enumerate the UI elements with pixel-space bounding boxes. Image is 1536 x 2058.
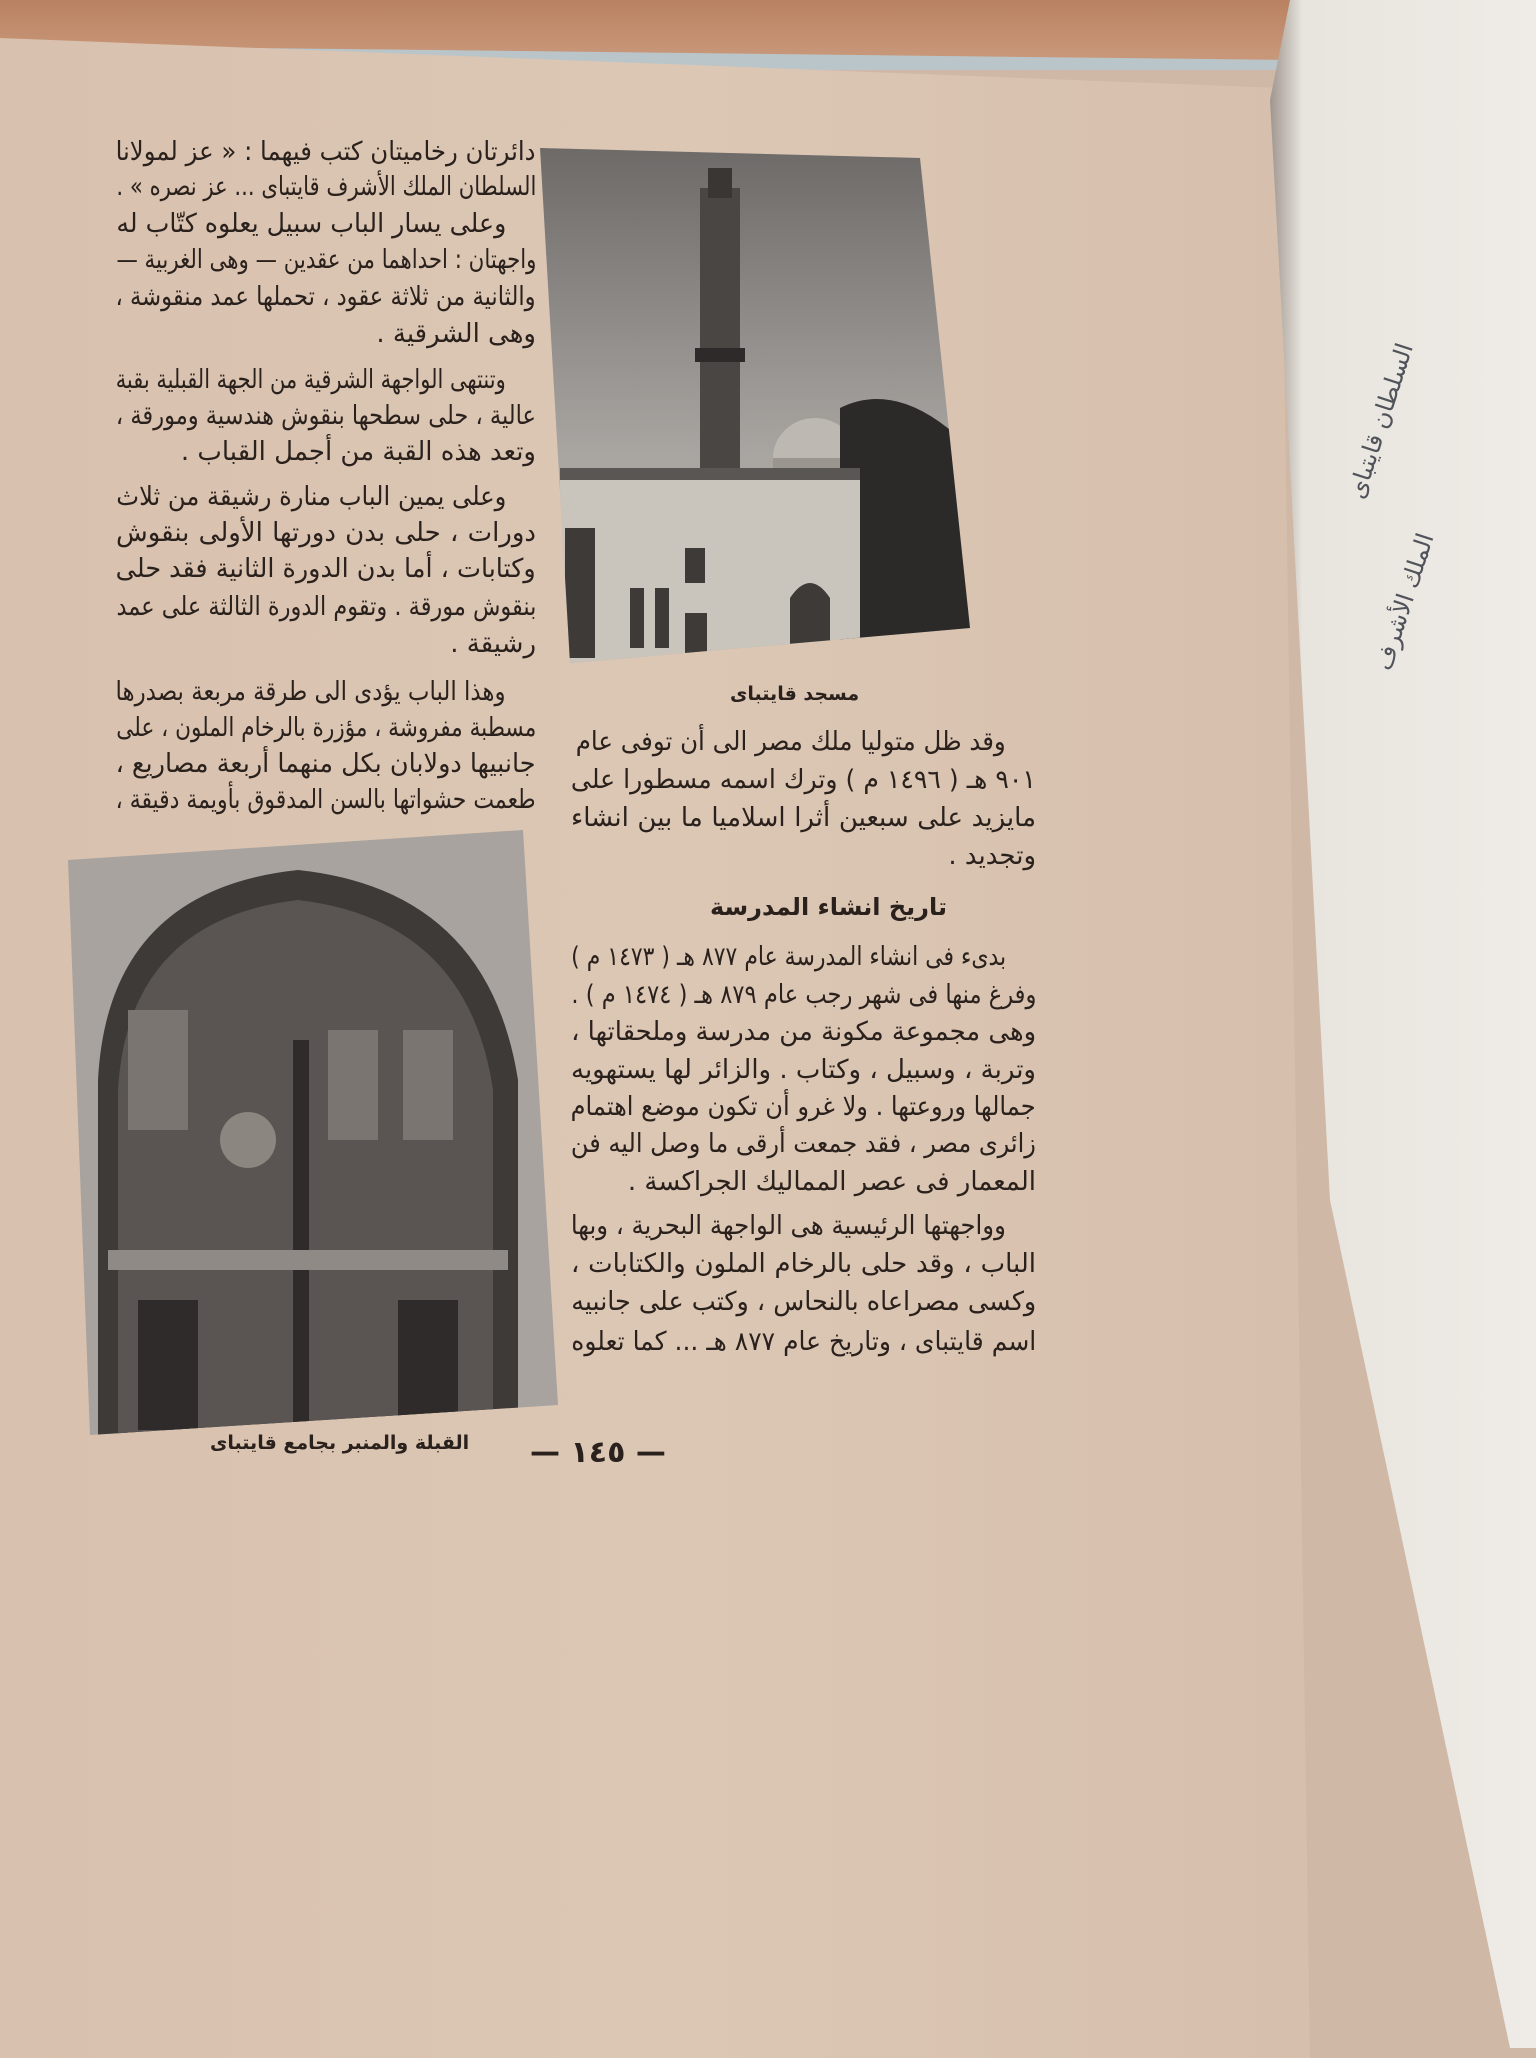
text-line: وهى الشرقية .: [376, 319, 536, 349]
text-line: وهى مجموعة مكونة من مدرسة وملحقاتها ،: [570, 1017, 1036, 1047]
text-line: وفرغ منها فى شهر رجب عام ٨٧٩ هـ ( ١٤٧٤ م ) .: [570, 980, 1036, 1010]
facing-page-text: الملك الأشرف: [1368, 529, 1440, 674]
text-line: دائرتان رخاميتان كتب فيهما : « عز لمولانا: [116, 137, 536, 167]
text-line: وهذا الباب يؤدى الى طرقة مربعة بصدرها: [115, 677, 506, 707]
text-line: وتجديد .: [948, 841, 1036, 871]
text-line: جمالها وروعتها . ولا غرو أن تكون موضع اهتمام: [571, 1092, 1036, 1122]
text-line: الباب ، وقد حلى بالرخام الملون والكتابات ،: [571, 1249, 1036, 1279]
text-line: جانبيها دولابان بكل منهما أربعة مصاريع ،: [116, 749, 536, 779]
page-number: — ١٤٥ —: [530, 1435, 666, 1470]
text-line: وعلى يمين الباب منارة رشيقة من ثلاث: [115, 482, 506, 512]
text-line: رشيقة .: [450, 629, 536, 659]
text-line: اسم قايتباى ، وتاريخ عام ٨٧٧ هـ ... كما تعلوه: [571, 1327, 1036, 1357]
text-line: بنقوش مورقة . وتقوم الدورة الثالثة على عمد: [116, 592, 536, 622]
text-line: واجهتان : احداهما من عقدين — وهى الغربية —: [115, 245, 536, 275]
text-line: مايزيد على سبعين أثرا اسلاميا ما بين انشاء: [571, 803, 1036, 833]
qibla-photo: [68, 830, 558, 1435]
text-line: دورات ، حلى بدن دورتها الأولى بنقوش: [116, 518, 536, 548]
photo-caption: القبلة والمنبر بجامع قايتباى: [210, 1432, 470, 1454]
qibla-illustration: [68, 830, 558, 1435]
facing-page-text: السلطان قايتباى: [1342, 339, 1420, 503]
text-line: وعلى يسار الباب سبيل يعلوه كتّاب له: [115, 209, 506, 239]
mosque-photo: [540, 148, 970, 663]
facing-page: [1270, 0, 1536, 2048]
text-line: وتربة ، وسبيل ، وكتاب . والزائر لها يستهويه: [571, 1055, 1036, 1085]
text-line: المعمار فى عصر المماليك الجراكسة .: [627, 1167, 1036, 1197]
text-line: مسطبة مفروشة ، مؤزرة بالرخام الملون ، على: [115, 713, 536, 743]
text-line: زائرى مصر ، فقد جمعت أرقى ما وصل اليه فن: [570, 1129, 1036, 1159]
mosque-illustration: [540, 148, 970, 663]
text-line: والثانية من ثلاثة عقود ، تحملها عمد منقوشة ،: [115, 282, 536, 312]
text-line: بدىء فى انشاء المدرسة عام ٨٧٧ هـ ( ١٤٧٣ م ): [571, 942, 1006, 972]
text-line: وتنتهى الواجهة الشرقية من الجهة القبلية بقبة: [115, 365, 506, 395]
text-line: وقد ظل متوليا ملك مصر الى أن توفى عام: [575, 727, 1006, 757]
text-line: عالية ، حلى سطحها بنقوش هندسية ومورقة ،: [115, 401, 536, 431]
text-line: وكتابات ، أما بدن الدورة الثانية فقد حلى: [115, 554, 536, 584]
section-heading: تاريخ انشاء المدرسة: [710, 893, 947, 921]
text-line: وتعد هذه القبة من أجمل القباب .: [180, 437, 536, 467]
text-line: ٩٠١ هـ ( ١٤٩٦ م ) وترك اسمه مسطورا على: [571, 765, 1036, 795]
text-line: السلطان الملك الأشرف قايتباى ... عز نصره » .: [116, 172, 536, 202]
photo-caption: مسجد قايتباى: [730, 683, 860, 705]
text-line: وكسى مصراعاه بالنحاس ، وكتب على جانبيه: [570, 1287, 1036, 1317]
text-line: وواجهتها الرئيسية هى الواجهة البحرية ، وبها: [570, 1211, 1006, 1241]
text-line: طعمت حشواتها بالسن المدقوق بأويمة دقيقة ،: [115, 785, 536, 815]
